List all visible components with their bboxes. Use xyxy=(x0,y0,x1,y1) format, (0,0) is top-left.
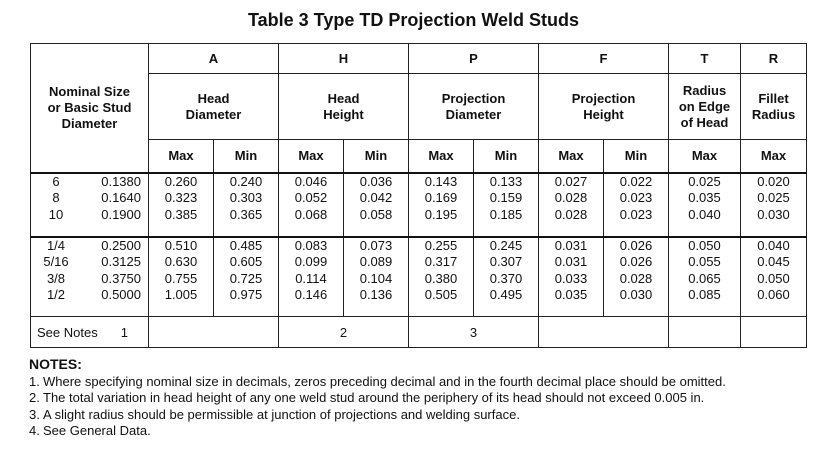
col-letter-a: A xyxy=(149,44,279,74)
a-max-header: Max xyxy=(149,140,214,173)
table-cell: 0.317 xyxy=(424,254,458,269)
table-cell: 0.485 xyxy=(229,237,263,253)
table-cell: 0.303 xyxy=(229,190,263,205)
see-notes-h: 2 xyxy=(279,317,409,348)
projection-height-header: Projection Height xyxy=(539,74,669,140)
size-row xyxy=(31,207,148,224)
note-text: Where specifying nominal size in decimals, zeros preceding decimal and in the fourth decimal place should be omitted. xyxy=(43,373,726,389)
size-row xyxy=(31,190,148,207)
table-cell: 0.255 xyxy=(424,237,458,253)
head-height-header: Head Height xyxy=(279,74,409,140)
size-cell xyxy=(31,173,149,237)
table-cell: 0.028 xyxy=(554,190,588,205)
nominal-size: 3/8 xyxy=(46,270,66,286)
table-cell: 0.245 xyxy=(489,237,523,253)
nominal-size-header: Nominal Size or Basic Stud Diameter xyxy=(31,44,149,173)
value-column xyxy=(149,237,214,317)
table-cell: 0.755 xyxy=(164,270,198,286)
radius-edge-header: Radius on Edge of Head xyxy=(669,74,741,140)
see-notes-t xyxy=(669,317,741,348)
table-cell: 0.031 xyxy=(554,254,588,269)
table-cell: 0.143 xyxy=(424,173,458,189)
table-cell: 0.025 xyxy=(757,190,790,205)
table-cell: 0.046 xyxy=(294,173,328,189)
nominal-size: 1/4 xyxy=(46,237,66,253)
table-cell: 0.050 xyxy=(688,237,721,253)
col-letter-h: H xyxy=(279,44,409,74)
nominal-size: 10 xyxy=(48,206,64,222)
see-notes-p: 3 xyxy=(409,317,539,348)
value-column xyxy=(539,237,604,317)
note-text: A slight radius should be permissible at junction of projections and welding surface. xyxy=(43,406,520,422)
table-cell: 0.505 xyxy=(424,287,458,302)
see-notes-f xyxy=(539,317,669,348)
value-column xyxy=(409,173,474,237)
table-cell: 0.060 xyxy=(757,287,790,302)
value-column xyxy=(539,173,604,237)
table-cell: 0.136 xyxy=(359,287,393,302)
value-column xyxy=(741,237,807,317)
table-cell: 0.068 xyxy=(294,206,328,222)
value-column xyxy=(409,237,474,317)
notes-section xyxy=(29,356,819,440)
table-cell: 0.031 xyxy=(554,237,588,253)
head-diameter-header: Head Diameter xyxy=(149,74,279,140)
h-min-header: Min xyxy=(344,140,409,173)
value-column xyxy=(474,173,539,237)
fillet-radius-header: Fillet Radius xyxy=(741,74,807,140)
table-cell: 0.028 xyxy=(554,206,588,222)
see-notes-size: 1 xyxy=(120,324,128,340)
table-cell: 0.028 xyxy=(619,270,653,286)
value-column xyxy=(279,173,344,237)
value-column xyxy=(604,237,669,317)
weld-stud-table xyxy=(30,43,807,348)
value-column xyxy=(474,237,539,317)
a-min-header: Min xyxy=(214,140,279,173)
note-number: 3. xyxy=(29,406,40,422)
value-column xyxy=(669,237,741,317)
table-cell: 0.307 xyxy=(489,254,523,269)
table-cell: 0.023 xyxy=(619,190,653,205)
nominal-size: 5/16 xyxy=(43,254,69,269)
size-row xyxy=(31,271,148,288)
table-cell: 0.146 xyxy=(294,287,328,302)
col-letter-f: F xyxy=(539,44,669,74)
basic-diameter: 0.5000 xyxy=(101,287,141,302)
table-cell: 0.133 xyxy=(489,173,523,189)
note-item xyxy=(29,374,819,391)
value-column xyxy=(214,237,279,317)
size-row xyxy=(31,174,148,191)
table-cell: 0.020 xyxy=(757,173,790,189)
table-cell: 1.005 xyxy=(164,287,198,302)
table-cell: 0.365 xyxy=(229,206,263,222)
note-number: 2. xyxy=(29,390,40,405)
basic-diameter: 0.1380 xyxy=(101,173,141,189)
col-letter-r: R xyxy=(741,44,807,74)
value-column xyxy=(344,237,409,317)
table-cell: 0.085 xyxy=(688,287,721,302)
size-row xyxy=(31,287,148,304)
table-cell: 0.058 xyxy=(359,206,393,222)
table-cell: 0.050 xyxy=(757,270,790,286)
basic-diameter: 0.3750 xyxy=(101,270,141,286)
nominal-size: 1/2 xyxy=(46,287,66,302)
table-cell: 0.169 xyxy=(424,190,458,205)
basic-diameter: 0.2500 xyxy=(101,237,141,253)
note-item xyxy=(29,390,819,407)
table-cell: 0.159 xyxy=(489,190,523,205)
note-number: 4. xyxy=(29,423,40,438)
table-cell: 0.260 xyxy=(164,173,198,189)
table-cell: 0.052 xyxy=(294,190,328,205)
value-column xyxy=(669,173,741,237)
table-cell: 0.026 xyxy=(619,237,653,253)
t-max-header: Max xyxy=(669,140,741,173)
see-notes-r xyxy=(741,317,807,348)
table-cell: 0.975 xyxy=(229,287,263,302)
table-cell: 0.114 xyxy=(295,270,327,286)
note-item xyxy=(29,407,819,424)
table-cell: 0.030 xyxy=(757,206,790,222)
f-max-header: Max xyxy=(539,140,604,173)
table-title: Table 3 Type TD Projection Weld Studs xyxy=(247,10,580,30)
value-column xyxy=(279,237,344,317)
basic-diameter: 0.1640 xyxy=(101,190,141,205)
value-column xyxy=(149,173,214,237)
f-min-header: Min xyxy=(604,140,669,173)
see-notes-cell xyxy=(31,317,149,348)
r-max-header: Max xyxy=(741,140,807,173)
value-column xyxy=(344,173,409,237)
table-cell: 0.099 xyxy=(294,254,328,269)
table-cell: 0.073 xyxy=(359,237,393,253)
table-cell: 0.605 xyxy=(229,254,263,269)
table-cell: 0.023 xyxy=(619,206,653,222)
table-cell: 0.380 xyxy=(424,270,458,286)
table-cell: 0.195 xyxy=(424,206,458,222)
table-cell: 0.323 xyxy=(164,190,198,205)
nominal-size: 6 xyxy=(52,173,60,189)
table-cell: 0.027 xyxy=(554,173,588,189)
size-row xyxy=(31,238,148,255)
p-min-header: Min xyxy=(474,140,539,173)
value-column xyxy=(604,173,669,237)
note-number: 1. xyxy=(29,373,40,389)
note-text: See General Data. xyxy=(43,423,151,438)
table-cell: 0.033 xyxy=(554,270,588,286)
table-cell: 0.045 xyxy=(757,254,790,269)
table-cell: 0.025 xyxy=(688,173,721,189)
table-cell: 0.104 xyxy=(359,270,393,286)
table-cell: 0.042 xyxy=(359,190,393,205)
col-letter-p: P xyxy=(409,44,539,74)
table-cell: 0.495 xyxy=(489,287,523,302)
table-cell: 0.089 xyxy=(359,254,393,269)
table-cell: 0.026 xyxy=(619,254,653,269)
table-cell: 0.040 xyxy=(757,237,790,253)
size-row xyxy=(31,254,148,271)
projection-diameter-header: Projection Diameter xyxy=(409,74,539,140)
size-cell xyxy=(31,237,149,317)
table-cell: 0.035 xyxy=(554,287,588,302)
notes-header: NOTES: xyxy=(29,356,82,372)
p-max-header: Max xyxy=(409,140,474,173)
table-cell: 0.725 xyxy=(229,270,263,286)
note-text: The total variation in head height of any one weld stud around the periphery of its head should not exceed 0.005 in. xyxy=(43,390,705,405)
table-cell: 0.083 xyxy=(294,237,328,253)
table-cell: 0.385 xyxy=(164,206,198,222)
see-notes-label: See Notes xyxy=(37,324,98,340)
table-cell: 0.630 xyxy=(164,254,198,269)
nominal-size: 8 xyxy=(52,190,60,205)
table-cell: 0.036 xyxy=(359,173,393,189)
table-cell: 0.035 xyxy=(688,190,721,205)
basic-diameter: 0.3125 xyxy=(101,254,141,269)
value-column xyxy=(741,173,807,237)
see-notes-row xyxy=(31,317,807,348)
table-cell: 0.030 xyxy=(619,287,653,302)
table-cell: 0.370 xyxy=(489,270,523,286)
table-cell: 0.055 xyxy=(688,254,721,269)
col-letter-t: T xyxy=(669,44,741,74)
table-cell: 0.510 xyxy=(164,237,198,253)
h-max-header: Max xyxy=(279,140,344,173)
note-item xyxy=(29,423,819,440)
basic-diameter: 0.1900 xyxy=(101,206,141,222)
table-cell: 0.240 xyxy=(229,173,263,189)
table-cell: 0.185 xyxy=(489,206,523,222)
value-column xyxy=(214,173,279,237)
see-notes-a xyxy=(149,317,279,348)
table-cell: 0.040 xyxy=(688,206,721,222)
table-cell: 0.065 xyxy=(688,270,721,286)
table-cell: 0.022 xyxy=(619,173,653,189)
